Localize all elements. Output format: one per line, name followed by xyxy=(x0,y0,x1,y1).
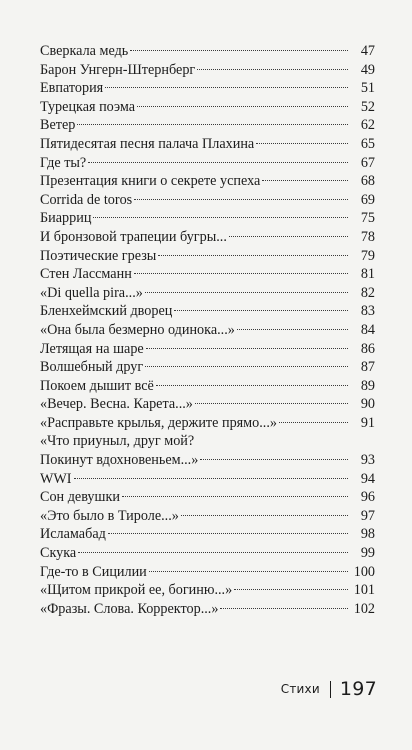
toc-entry-title: Стен Лассманн xyxy=(40,266,132,283)
toc-entry xyxy=(40,321,375,340)
toc-entry xyxy=(40,79,375,98)
toc-entry xyxy=(40,432,375,451)
toc-entry-page: 82 xyxy=(360,284,375,301)
toc-entry-page: 87 xyxy=(360,359,375,376)
dot-leader xyxy=(256,143,348,144)
dot-leader xyxy=(200,459,348,460)
toc-entry xyxy=(40,42,375,61)
toc-entry-title: Поэтические грезы xyxy=(40,247,157,264)
toc-entry-title: Презентация книги о секрете успеха xyxy=(40,173,261,190)
dot-leader xyxy=(78,552,348,553)
toc-entry-page: 51 xyxy=(360,80,375,97)
toc-entry-title: Волшебный друг xyxy=(40,359,144,376)
toc-entry-page: 100 xyxy=(353,563,375,580)
toc-entry-title: Пятидесятая песня палача Плахина xyxy=(40,135,255,152)
dot-leader xyxy=(93,217,348,218)
toc-entry xyxy=(40,284,375,303)
toc-entry-page: 94 xyxy=(360,470,375,487)
toc-entry-page: 91 xyxy=(360,414,375,431)
toc-entry-title: Исламабад xyxy=(40,526,106,543)
section-name: Стихи xyxy=(280,682,320,696)
toc-entry-title: «Фразы. Слова. Корректор...» xyxy=(40,600,219,617)
toc-entry xyxy=(40,61,375,80)
toc-entry-page: 65 xyxy=(360,135,375,152)
dot-leader xyxy=(137,106,348,107)
toc-entry xyxy=(40,98,375,117)
toc-entry xyxy=(40,581,375,600)
dot-leader xyxy=(174,310,348,311)
toc-entry-title: Биарриц xyxy=(40,210,92,227)
toc-entry-title: Скука xyxy=(40,545,77,562)
toc-entry xyxy=(40,116,375,135)
toc-entry-page: 98 xyxy=(360,526,375,543)
toc-entry-page: 84 xyxy=(360,321,375,338)
dot-leader xyxy=(195,403,348,404)
dot-leader xyxy=(77,124,348,125)
toc-entry xyxy=(40,507,375,526)
footer-divider xyxy=(330,681,331,698)
page-footer xyxy=(281,678,377,700)
toc-entry-page: 68 xyxy=(360,173,375,190)
toc-entry xyxy=(40,228,375,247)
page-number: 197 xyxy=(339,678,377,700)
toc-entry-page: 49 xyxy=(360,61,375,78)
dot-leader xyxy=(279,422,348,423)
toc-entry xyxy=(40,154,375,173)
toc-entry xyxy=(40,544,375,563)
toc-entry-title: «Это было в Тироле...» xyxy=(40,507,179,524)
toc-entry-title: Летящая на шаре xyxy=(40,340,144,357)
toc-entry xyxy=(40,470,375,489)
toc-entry xyxy=(40,209,375,228)
toc-entry-page: 102 xyxy=(353,600,375,617)
toc-entry-title: «Вечер. Весна. Карета...» xyxy=(40,396,193,413)
toc-entry-title: «Расправьте крылья, держите прямо...» xyxy=(40,414,277,431)
toc-entry xyxy=(40,488,375,507)
dot-leader xyxy=(108,533,348,534)
toc-entry xyxy=(40,172,375,191)
toc-entry xyxy=(40,340,375,359)
toc-entry-title: Corrida de toros xyxy=(40,191,133,208)
toc-entry-page: 81 xyxy=(360,266,375,283)
dot-leader xyxy=(220,608,348,609)
dot-leader xyxy=(229,236,348,237)
toc-entry xyxy=(40,377,375,396)
toc-entry-title: Барон Унгерн-Штернберг xyxy=(40,61,196,78)
toc-entry-page: 83 xyxy=(360,303,375,320)
toc-entry-page: 78 xyxy=(360,228,375,245)
dot-leader xyxy=(130,50,348,51)
dot-leader xyxy=(146,348,348,349)
dot-leader xyxy=(105,87,348,88)
toc-entry xyxy=(40,135,375,154)
toc-entry-page: 90 xyxy=(360,396,375,413)
table-of-contents xyxy=(40,42,375,618)
toc-entry-title: «Di quella pira...» xyxy=(40,284,143,301)
dot-leader xyxy=(74,478,348,479)
toc-entry-page: 47 xyxy=(360,43,375,59)
dot-leader xyxy=(145,366,348,367)
dot-leader xyxy=(122,496,348,497)
toc-entry xyxy=(40,414,375,433)
toc-entry-title: Сон девушки xyxy=(40,489,120,506)
toc-entry-title: Ветер xyxy=(40,117,76,134)
toc-entry xyxy=(40,265,375,284)
toc-entry-title: Бленхеймский дворец xyxy=(40,303,173,320)
toc-entry-title: Покоем дышит всё xyxy=(40,377,154,394)
dot-leader xyxy=(197,69,348,70)
toc-entry-page: 75 xyxy=(360,210,375,227)
dot-leader xyxy=(156,385,348,386)
toc-entry-title: «Она была безмерно одинока...» xyxy=(40,321,235,338)
dot-leader xyxy=(237,329,348,330)
toc-entry-page: 52 xyxy=(360,98,375,115)
dot-leader xyxy=(181,515,348,516)
dot-leader xyxy=(149,571,348,572)
toc-entry xyxy=(40,302,375,321)
toc-entry-title: «Что приуныл, друг мой? xyxy=(40,433,195,450)
dot-leader xyxy=(145,292,348,293)
dot-leader xyxy=(158,255,348,256)
toc-entry xyxy=(40,358,375,377)
toc-entry-page: 86 xyxy=(360,340,375,357)
toc-entry-page: 62 xyxy=(360,117,375,134)
toc-entry-title: Турецкая поэма xyxy=(40,98,136,115)
toc-entry-page: 69 xyxy=(360,191,375,208)
toc-entry-page: 89 xyxy=(360,377,375,394)
dot-leader xyxy=(134,273,348,274)
toc-entry xyxy=(40,451,375,470)
toc-entry-page: 79 xyxy=(360,247,375,264)
toc-entry xyxy=(40,525,375,544)
toc-entry-page: 67 xyxy=(360,154,375,171)
dot-leader xyxy=(234,589,348,590)
toc-entry-title: Где ты? xyxy=(40,154,87,171)
toc-entry-page: 101 xyxy=(353,582,375,599)
toc-entry-title: Покинут вдохновеньем...» xyxy=(40,452,199,469)
toc-entry-title: Евпатория xyxy=(40,80,104,97)
toc-entry-page: 97 xyxy=(360,507,375,524)
toc-entry-title: «Щитом прикрой ее, богиню...» xyxy=(40,582,233,599)
toc-entry xyxy=(40,247,375,266)
toc-entry xyxy=(40,395,375,414)
toc-entry-title: Сверкала медь xyxy=(40,43,129,59)
toc-entry xyxy=(40,563,375,582)
dot-leader xyxy=(262,180,348,181)
toc-entry-title: Где-то в Сицилии xyxy=(40,563,147,580)
toc-entry xyxy=(40,600,375,619)
toc-entry-page: 93 xyxy=(360,452,375,469)
toc-entry-page: 96 xyxy=(360,489,375,506)
toc-entry-title: WWI xyxy=(40,470,72,487)
dot-leader xyxy=(88,162,348,163)
toc-entry xyxy=(40,191,375,210)
toc-entry-title: И бронзовой трапеции бугры... xyxy=(40,228,227,245)
toc-entry-page: 99 xyxy=(360,545,375,562)
dot-leader xyxy=(134,199,348,200)
